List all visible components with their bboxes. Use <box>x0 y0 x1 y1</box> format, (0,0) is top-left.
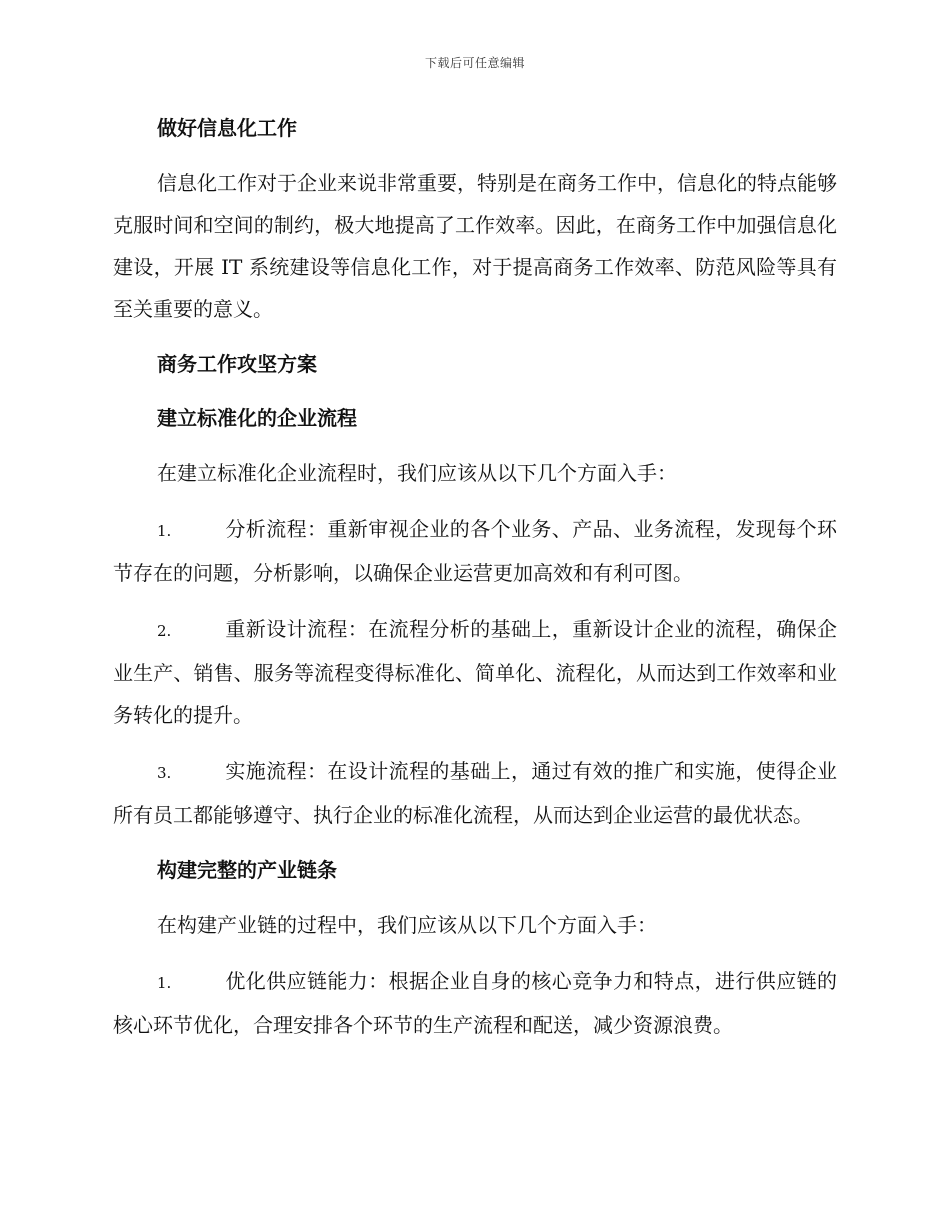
item-text: 重新设计流程：在流程分析的基础上，重新设计企业的流程，确保企业生产、销售、服务等流程变得标准化、简单化、流程化，从而达到工作效率和业务转化的提升。 <box>113 617 837 727</box>
body-paragraph: 在建立标准化企业流程时，我们应该从以下几个方面入手： <box>157 461 677 485</box>
subsection-heading: 构建完整的产业链条 <box>157 858 337 882</box>
item-number: 3. <box>157 764 172 782</box>
numbered-item <box>113 508 837 594</box>
subsection-heading: 建立标准化的企业流程 <box>157 406 357 430</box>
item-text: 分析流程：重新审视企业的各个业务、产品、业务流程，发现每个环节存在的问题，分析影响，以确保企业运营更加高效和有利可图。 <box>113 517 837 585</box>
section-heading: 做好信息化工作 <box>157 116 297 140</box>
page-header-note: 下载后可任意编辑 <box>424 56 525 70</box>
section-heading: 商务工作攻坚方案 <box>157 352 317 376</box>
item-text: 实施流程：在设计流程的基础上，通过有效的推广和实施，使得企业所有员工都能够遵守、执行企业的标准化流程，从而达到企业运营的最优状态。 <box>113 759 837 827</box>
item-number: 1. <box>157 522 172 540</box>
body-paragraph: 信息化工作对于企业来说非常重要，特别是在商务工作中，信息化的特点能够克服时间和空间的制约，极大地提高了工作效率。因此，在商务工作中加强信息化建设，开展 IT 系统建设等信息化工作，对于提高商务工作效率、防范风险等具有至关重要的意义。 <box>113 171 837 321</box>
item-number: 2. <box>157 622 172 640</box>
numbered-item <box>113 750 837 836</box>
document-body <box>113 108 837 1060</box>
numbered-item <box>113 608 837 736</box>
item-text: 优化供应链能力：根据企业自身的核心竞争力和特点，进行供应链的核心环节优化，合理安排各个环节的生产流程和配送，减少资源浪费。 <box>113 969 837 1037</box>
item-number: 1. <box>157 974 172 992</box>
body-paragraph: 在构建产业链的过程中，我们应该从以下几个方面入手： <box>157 913 657 937</box>
numbered-item <box>113 960 837 1046</box>
